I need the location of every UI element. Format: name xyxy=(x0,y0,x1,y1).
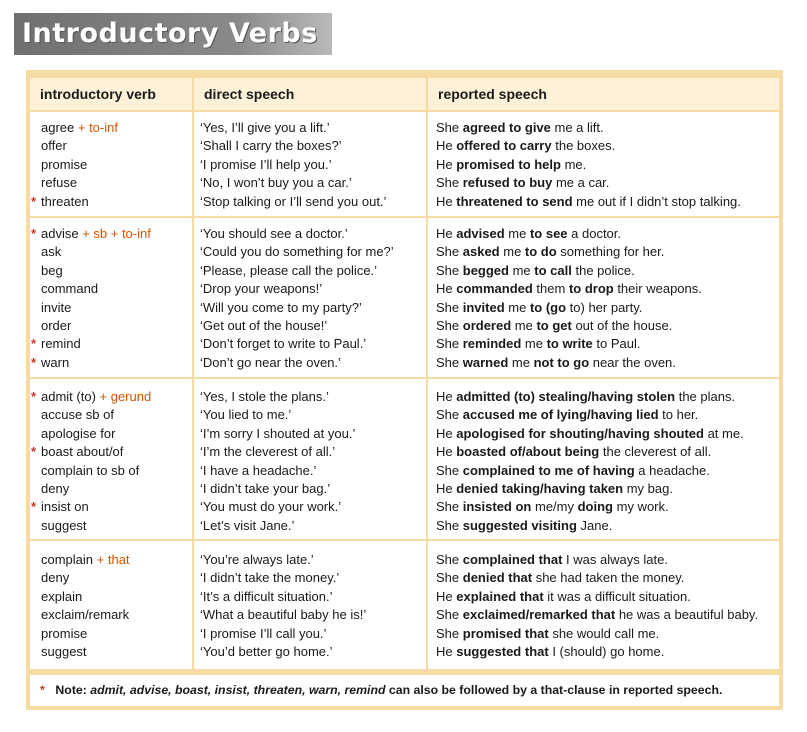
verb-item xyxy=(30,243,192,261)
section-4-reported xyxy=(428,541,779,669)
reported-verb-phrase: agreed to give xyxy=(462,120,551,135)
reported-verb-phrase: to (go xyxy=(529,299,567,315)
verb-text: boast about/of xyxy=(41,444,124,460)
reported-text: She xyxy=(436,262,463,278)
section-2-verbs xyxy=(30,218,192,377)
verb-text: offer xyxy=(41,138,67,154)
reported-verb-phrase: suggested that xyxy=(456,644,549,660)
reported-text: She xyxy=(436,499,463,515)
direct-speech-item: ‘Stop talking or I’ll send you out.’ xyxy=(200,193,387,209)
direct-speech-item: ‘I didn’t take the money.’ xyxy=(200,570,340,586)
note-verbs: admit, advise, boast, insist, threaten, warn, remind xyxy=(90,683,386,697)
verb-text: accuse sb of xyxy=(41,407,114,423)
asterisk-icon: * xyxy=(31,499,37,515)
verb-text: suggest xyxy=(41,517,87,533)
reported-verb-phrase: advised xyxy=(456,226,505,241)
reported-speech-item xyxy=(428,225,779,243)
reported-text: out of the house. xyxy=(571,318,673,334)
reported-text: me a car. xyxy=(552,175,610,191)
direct-speech-item: ‘Could you do something for me?’ xyxy=(200,244,394,260)
reported-text: me out if I didn’t stop talking. xyxy=(572,193,741,209)
verb-item xyxy=(30,498,192,516)
verb-text: exclaim/remark xyxy=(41,607,130,623)
verbs-table xyxy=(26,70,783,710)
reported-speech-item xyxy=(428,354,779,372)
reported-verb-phrase: invited xyxy=(462,299,505,315)
direct-speech-item: ‘You must do your work.’ xyxy=(200,499,342,515)
reported-text: She xyxy=(436,175,463,191)
reported-text: me xyxy=(504,299,530,315)
reported-text: them xyxy=(532,281,569,297)
reported-verb-phrase: reminded xyxy=(462,336,522,352)
reported-text: She xyxy=(436,570,463,586)
section-2-reported xyxy=(428,218,779,377)
reported-verb-phrase: boasted of/about being xyxy=(456,444,600,460)
verb-pattern: + sb + to-inf xyxy=(78,226,151,241)
verb-item xyxy=(30,480,192,498)
direct-speech-item: ‘I promise I’ll call you.’ xyxy=(200,625,327,641)
reported-text: She xyxy=(436,299,463,315)
section-3-reported xyxy=(428,379,779,539)
verb-text: beg xyxy=(41,262,63,278)
header-reported-speech: reported speech xyxy=(428,78,779,110)
verb-text: remind xyxy=(41,336,81,352)
asterisk-icon: * xyxy=(31,193,37,209)
direct-speech-item: ‘You lied to me.’ xyxy=(200,407,292,423)
reported-verb-phrase: apologised for shouting/having shouted xyxy=(456,425,704,441)
verb-text: promise xyxy=(41,156,88,172)
reported-verb-phrase: threatened to send xyxy=(456,193,573,209)
reported-verb-phrase: exclaimed/remarked that xyxy=(462,607,616,623)
verb-item xyxy=(30,425,192,443)
verb-text: admit (to) xyxy=(41,389,96,404)
verb-item xyxy=(30,354,192,372)
verb-item xyxy=(30,299,192,317)
verb-text: promise xyxy=(41,625,88,641)
reported-text: She xyxy=(436,407,463,423)
asterisk-icon: * xyxy=(31,389,37,404)
direct-speech-item: ‘I’m the cleverest of all.’ xyxy=(200,444,336,460)
reported-text: a doctor. xyxy=(567,226,622,241)
reported-verb-phrase: begged xyxy=(462,262,509,278)
reported-text: me xyxy=(511,318,537,334)
asterisk-icon: * xyxy=(31,226,37,241)
section-1-direct xyxy=(194,112,426,216)
direct-speech-item: ‘Yes, I stole the plans.’ xyxy=(200,389,329,404)
verb-item xyxy=(30,643,192,661)
reported-speech-item xyxy=(428,262,779,280)
reported-text: He xyxy=(436,444,457,460)
reported-verb-phrase: asked xyxy=(462,244,500,260)
verb-item xyxy=(30,606,192,624)
header-direct-speech: direct speech xyxy=(194,78,426,110)
verb-text: agree xyxy=(41,120,75,135)
reported-text: at me. xyxy=(703,425,744,441)
direct-speech-item: ‘Don’t forget to write to Paul.’ xyxy=(200,336,367,352)
direct-speech-item: ‘Let’s visit Jane.’ xyxy=(200,517,295,533)
verb-text: complain to sb of xyxy=(41,462,140,478)
reported-speech-item xyxy=(428,443,779,461)
reported-text: she had taken the money. xyxy=(532,570,685,586)
direct-speech-item: ‘Drop your weapons!’ xyxy=(200,281,323,297)
reported-verb-phrase: to see xyxy=(529,226,568,241)
reported-text: to) her party. xyxy=(566,299,643,315)
reported-text: She xyxy=(436,607,463,623)
direct-speech-item: ‘Will you come to my party?’ xyxy=(200,299,362,315)
reported-text: to Paul. xyxy=(592,336,641,352)
reported-speech-item xyxy=(428,588,779,606)
reported-text: She xyxy=(436,244,463,260)
reported-speech-item xyxy=(428,193,779,211)
reported-verb-phrase: denied taking/having taken xyxy=(456,481,624,497)
reported-text: the plans. xyxy=(675,389,736,404)
reported-text: She xyxy=(436,462,463,478)
direct-speech-item: ‘Shall I carry the boxes?’ xyxy=(200,138,342,154)
reported-speech-item xyxy=(428,280,779,298)
reported-verb-phrase: insisted on xyxy=(462,499,532,515)
verb-item xyxy=(30,588,192,606)
direct-speech-item: ‘I’m sorry I shouted at you.’ xyxy=(200,425,356,441)
asterisk-icon: * xyxy=(31,336,37,352)
reported-verb-phrase: to get xyxy=(536,318,572,334)
note xyxy=(30,675,779,706)
reported-text: me xyxy=(521,336,547,352)
reported-text: my bag. xyxy=(623,481,673,497)
direct-speech-item: ‘You’re always late.’ xyxy=(200,552,314,567)
verb-item xyxy=(30,137,192,155)
reported-speech-item xyxy=(428,498,779,516)
reported-verb-phrase: accused me of lying/having lied xyxy=(462,407,659,423)
direct-speech-item: ‘You should see a doctor.’ xyxy=(200,226,348,241)
direct-speech-item: ‘I promise I’ll help you.’ xyxy=(200,156,332,172)
direct-speech-item: ‘You’d better go home.’ xyxy=(200,644,333,660)
verb-text: insist on xyxy=(41,499,89,515)
reported-text: me xyxy=(508,262,535,278)
section-3-direct xyxy=(194,379,426,539)
reported-speech-item xyxy=(428,243,779,261)
reported-text: my work. xyxy=(613,499,669,515)
verb-item xyxy=(30,280,192,298)
verb-text: ask xyxy=(41,244,62,260)
section-1-verbs xyxy=(30,112,192,216)
reported-speech-item xyxy=(428,317,779,335)
verb-text: explain xyxy=(41,588,83,604)
reported-verb-phrase: to drop xyxy=(568,281,614,297)
reported-speech-item xyxy=(428,551,779,569)
reported-text: He xyxy=(436,193,457,209)
reported-text: I was always late. xyxy=(562,552,668,567)
reported-text: me xyxy=(499,244,525,260)
verb-text: refuse xyxy=(41,175,78,191)
section-3-verbs xyxy=(30,379,192,539)
direct-speech-item: ‘It’s a difficult situation.’ xyxy=(200,588,333,604)
verb-item xyxy=(30,443,192,461)
verb-text: warn xyxy=(41,354,70,370)
reported-speech-item xyxy=(428,388,779,406)
reported-speech-item xyxy=(428,156,779,174)
reported-verb-phrase: refused to buy xyxy=(462,175,553,191)
reported-text: Jane. xyxy=(576,517,613,533)
reported-speech-item xyxy=(428,335,779,353)
reported-text: me a lift. xyxy=(550,120,604,135)
reported-verb-phrase: admitted (to) stealing/having stolen xyxy=(456,389,676,404)
reported-text: He xyxy=(436,389,457,404)
verb-item xyxy=(30,551,192,569)
reported-text: the cleverest of all. xyxy=(599,444,712,460)
reported-verb-phrase: warned xyxy=(462,354,509,370)
reported-text: near the oven. xyxy=(589,354,676,370)
verb-text: deny xyxy=(41,481,70,497)
direct-speech-item: ‘Please, please call the police.’ xyxy=(200,262,378,278)
direct-speech-item: ‘Get out of the house!’ xyxy=(200,318,328,334)
reported-speech-item xyxy=(428,606,779,624)
verb-item xyxy=(30,388,192,406)
reported-text: I (should) go home. xyxy=(548,644,665,660)
verb-pattern: + gerund xyxy=(95,389,152,404)
reported-text: it was a difficult situation. xyxy=(543,588,691,604)
reported-verb-phrase: to write xyxy=(546,336,593,352)
direct-speech-item: ‘What a beautiful baby he is!’ xyxy=(200,607,367,623)
reported-verb-phrase: promised to help xyxy=(456,156,561,172)
direct-speech-item: ‘Yes, I’ll give you a lift.’ xyxy=(200,120,330,135)
verb-text: invite xyxy=(41,299,72,315)
reported-text: the boxes. xyxy=(551,138,616,154)
reported-verb-phrase: commanded xyxy=(456,281,533,297)
reported-verb-phrase: not to go xyxy=(533,354,590,370)
reported-verb-phrase: explained that xyxy=(456,588,544,604)
verb-item xyxy=(30,335,192,353)
reported-speech-item xyxy=(428,406,779,424)
reported-text: me xyxy=(508,354,534,370)
verb-text: apologise for xyxy=(41,425,116,441)
reported-text: a headache. xyxy=(634,462,710,478)
reported-text: me. xyxy=(560,156,587,172)
verb-text: threaten xyxy=(41,193,89,209)
verb-item xyxy=(30,156,192,174)
reported-verb-phrase: to do xyxy=(524,244,557,260)
note-rest: can also be followed by a that-clause in reported speech. xyxy=(388,683,723,697)
asterisk-icon: * xyxy=(31,354,37,370)
reported-verb-phrase: ordered xyxy=(462,318,512,334)
reported-speech-item xyxy=(428,480,779,498)
reported-verb-phrase: doing xyxy=(577,499,613,515)
note-label: Note: xyxy=(55,683,87,697)
reported-text: something for her. xyxy=(556,244,665,260)
direct-speech-item: ‘No, I won’t buy you a car.’ xyxy=(200,175,352,191)
reported-text: She xyxy=(436,318,463,334)
reported-speech-item xyxy=(428,425,779,443)
verb-item xyxy=(30,119,192,137)
reported-text: He xyxy=(436,156,457,172)
note-star: * xyxy=(40,683,45,697)
reported-text: She xyxy=(436,336,463,352)
verb-item xyxy=(30,262,192,280)
reported-speech-item xyxy=(428,137,779,155)
reported-speech-item xyxy=(428,517,779,535)
reported-speech-item xyxy=(428,462,779,480)
direct-speech-item: ‘I have a headache.’ xyxy=(200,462,317,478)
reported-speech-item xyxy=(428,569,779,587)
reported-text: she would call me. xyxy=(548,625,660,641)
reported-text: He xyxy=(436,226,457,241)
verb-pattern: + to-inf xyxy=(74,120,118,135)
verb-text: command xyxy=(41,281,99,297)
reported-text: She xyxy=(436,354,463,370)
verb-item xyxy=(30,317,192,335)
reported-text: He xyxy=(436,138,457,154)
section-4-direct xyxy=(194,541,426,669)
reported-speech-item xyxy=(428,174,779,192)
reported-text: the police. xyxy=(571,262,635,278)
reported-verb-phrase: complained that xyxy=(462,552,563,567)
reported-text: me xyxy=(504,226,530,241)
section-1-reported xyxy=(428,112,779,216)
verb-text: deny xyxy=(41,570,70,586)
reported-text: their weapons. xyxy=(613,281,702,297)
verb-item xyxy=(30,625,192,643)
asterisk-icon: * xyxy=(31,444,37,460)
reported-text: He xyxy=(436,281,457,297)
reported-text: to her. xyxy=(658,407,699,423)
section-4-verbs xyxy=(30,541,192,669)
reported-text: She xyxy=(436,625,463,641)
reported-verb-phrase: denied that xyxy=(462,570,533,586)
reported-speech-item xyxy=(428,625,779,643)
reported-verb-phrase: to call xyxy=(534,262,572,278)
verb-item xyxy=(30,517,192,535)
direct-speech-item: ‘Don’t go near the oven.’ xyxy=(200,354,341,370)
reported-text: She xyxy=(436,120,463,135)
reported-text: He xyxy=(436,644,457,660)
reported-text: me/my xyxy=(531,499,578,515)
verb-text: advise xyxy=(41,226,79,241)
direct-speech-item: ‘I didn’t take your bag.’ xyxy=(200,481,331,497)
reported-verb-phrase: suggested visiting xyxy=(462,517,577,533)
verb-item xyxy=(30,569,192,587)
reported-text: He xyxy=(436,425,457,441)
verb-item xyxy=(30,174,192,192)
reported-verb-phrase: promised that xyxy=(462,625,549,641)
reported-speech-item xyxy=(428,643,779,661)
header-introductory-verb: introductory verb xyxy=(30,78,192,110)
reported-speech-item xyxy=(428,299,779,317)
page-title: Introductory Verbs xyxy=(22,18,318,49)
verb-item xyxy=(30,406,192,424)
verb-pattern: + that xyxy=(93,552,130,567)
verb-item xyxy=(30,225,192,243)
reported-speech-item xyxy=(428,119,779,137)
verb-text: complain xyxy=(41,552,94,567)
reported-text: he was a beautiful baby. xyxy=(615,607,759,623)
reported-text: He xyxy=(436,588,457,604)
verb-text: suggest xyxy=(41,644,87,660)
reported-text: She xyxy=(436,517,463,533)
reported-verb-phrase: offered to carry xyxy=(456,138,552,154)
verb-item xyxy=(30,193,192,211)
verb-item xyxy=(30,462,192,480)
section-2-direct xyxy=(194,218,426,377)
reported-text: She xyxy=(436,552,463,567)
reported-text: He xyxy=(436,481,457,497)
reported-verb-phrase: complained to me of having xyxy=(462,462,635,478)
verb-text: order xyxy=(41,318,72,334)
